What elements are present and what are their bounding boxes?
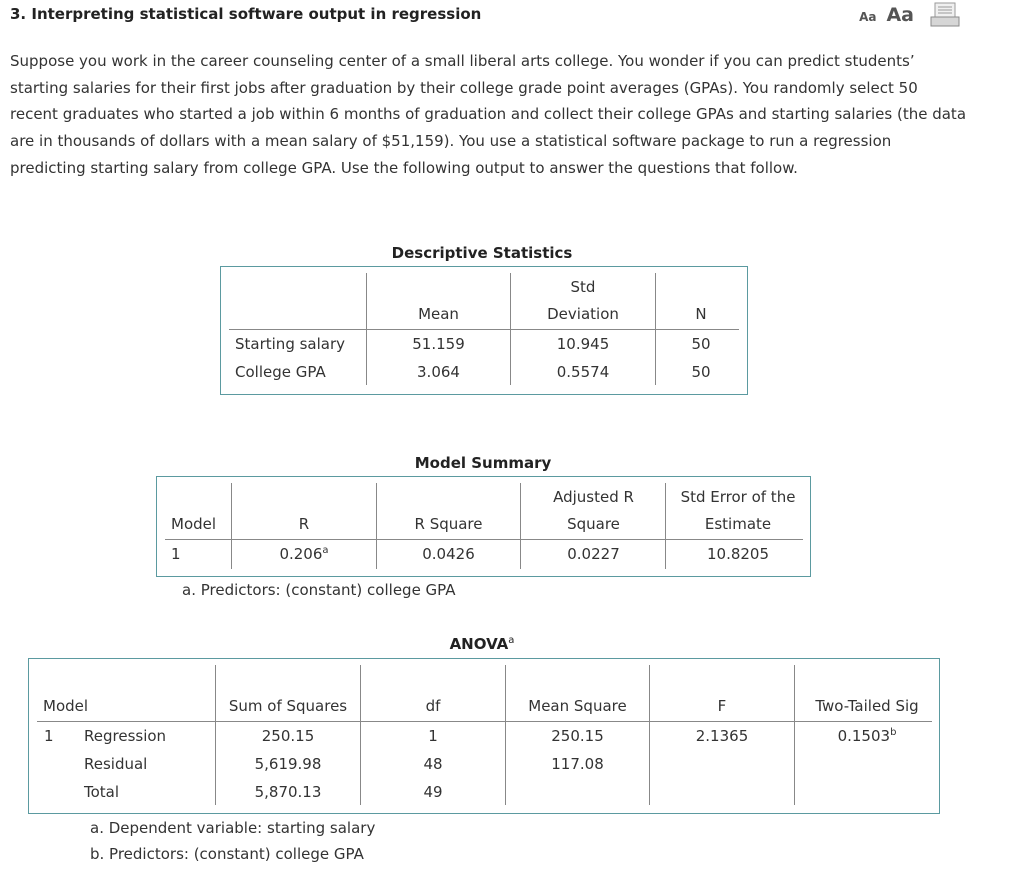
row-label: Residual (84, 755, 148, 773)
model-summary-footnote: a. Predictors: (constant) college GPA (182, 581, 456, 599)
col-header-adjusted-r-line1: Adjusted R (553, 488, 634, 506)
cell-r: 0.206$^a$ (279, 545, 329, 563)
col-header-sum-of-squares: Sum of Squares (228, 697, 348, 715)
cell-df: 48 (423, 755, 443, 773)
print-icon[interactable] (930, 2, 960, 28)
cell-df: 49 (423, 783, 443, 801)
col-header-adjusted-r-line2: Square (567, 515, 620, 533)
col-header-two-tailed-sig: Two-Tailed Sig (815, 697, 919, 715)
cell-n: 50 (691, 363, 711, 381)
col-header-std-error-line2: Estimate (704, 515, 772, 533)
intro-paragraph: Suppose you work in the career counseling center of a small liberal arts college. You wonder if you can predict students’ starting salaries for their first jobs after graduation by their college grade point averages (GPAs). You randomly select 50 recent graduates who started a job within 6 months of graduation and collect their college GPAs and starting salaries (the data are in thousands of dollars with a mean salary of $51,159). You use a statistical software package to run a regression predicting starting salary from college GPA. Use the following output to answer the questions that follow. (10, 52, 967, 177)
col-header-mean-square: Mean Square (528, 697, 627, 715)
cell-mean: 51.159 (412, 335, 465, 353)
cell-mean-square: 117.08 (551, 755, 604, 773)
descriptive-statistics-table (220, 266, 748, 395)
col-header-r-square: R Square (414, 515, 483, 533)
anova-footnote-a: a. Dependent variable: starting salary (90, 819, 376, 837)
cell-mean: 3.064 (417, 363, 460, 381)
cell-model-number: 1 (44, 727, 54, 745)
col-header-f: F (717, 697, 727, 715)
anova-footnote-b: b. Predictors: (constant) college GPA (90, 845, 364, 863)
descriptive-statistics-caption: Descriptive Statistics (391, 244, 573, 262)
cell-std: 10.945 (556, 335, 610, 353)
cell-mean-square: 250.15 (551, 727, 604, 745)
col-header-std-error-line1: Std Error of the (680, 488, 796, 506)
cell-sum-of-squares: 5,619.98 (254, 755, 322, 773)
cell-two-tailed-sig: 0.1503$^b$ (837, 727, 897, 745)
col-header-r: R (298, 515, 310, 533)
col-header-df: df (425, 697, 441, 715)
font-size-controls (859, 4, 914, 26)
anova-table (28, 658, 940, 814)
font-size-large-button[interactable]: Aa (886, 4, 914, 26)
font-size-small-button[interactable]: Aa (859, 10, 877, 24)
col-header-model: Model (171, 515, 217, 533)
cell-std: 0.5574 (556, 363, 610, 381)
col-header-std-line1: Std (570, 278, 596, 296)
cell-n: 50 (691, 335, 711, 353)
cell-df: 1 (428, 727, 438, 745)
row-label: Total (84, 783, 120, 801)
row-label: College GPA (235, 363, 326, 381)
col-header-n: N (695, 305, 707, 323)
model-summary-table (156, 476, 811, 577)
cell-sum-of-squares: 5,870.13 (254, 783, 322, 801)
anova-caption: ANOVA$^a$ (449, 635, 515, 653)
col-header-std-line2: Deviation (547, 305, 619, 323)
cell-model: 1 (171, 545, 181, 563)
row-label: Regression (84, 727, 167, 745)
question-title: 3. Interpreting statistical software output in regression (10, 5, 482, 23)
col-header-model: Model (43, 697, 89, 715)
row-label: Starting salary (235, 335, 346, 353)
model-summary-caption: Model Summary (414, 454, 552, 472)
cell-adjusted-r-square: 0.0227 (567, 545, 620, 563)
col-header-mean: Mean (418, 305, 459, 323)
cell-std-error: 10.8205 (706, 545, 770, 563)
cell-sum-of-squares: 250.15 (261, 727, 315, 745)
cell-r-square: 0.0426 (422, 545, 475, 563)
cell-f: 2.1365 (695, 727, 749, 745)
